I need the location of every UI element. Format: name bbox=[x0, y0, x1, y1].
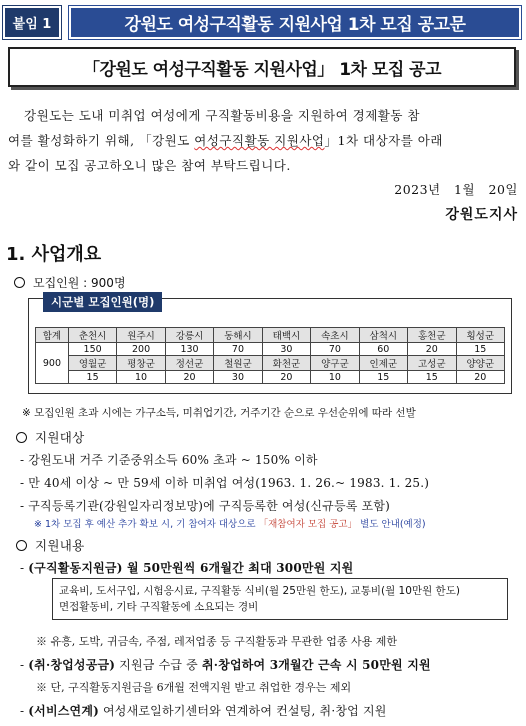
reapply-note bbox=[34, 516, 426, 530]
exclude-note: ※ 유흥, 도박, 귀금속, 주점, 레저업종 등 구직활동과 무관한 업종 사용 제한 bbox=[36, 635, 397, 648]
benefit-box bbox=[52, 578, 508, 620]
table-cell: 20 bbox=[408, 343, 456, 356]
table-cell: 인제군 bbox=[359, 356, 407, 371]
table-cell: 70 bbox=[214, 343, 262, 356]
content-item-allowance bbox=[20, 559, 353, 576]
recruit-count bbox=[14, 274, 126, 291]
table-cell: 10 bbox=[117, 371, 165, 384]
table-cell: 20 bbox=[262, 371, 310, 384]
table-cell: 20 bbox=[456, 371, 505, 384]
benefit-line-2: 면접활동비, 기타 구직활동에 소요되는 경비 bbox=[59, 601, 259, 613]
allowance-text: (구직활동지원금) 월 50만원씩 6개월간 최대 300만원 지원 bbox=[28, 561, 354, 575]
target-heading-text: 지원대상 bbox=[35, 430, 85, 445]
table-cell: 15 bbox=[68, 371, 116, 384]
section-1-title: 1. 사업개요 bbox=[6, 244, 102, 265]
target-item-text: - 강원도내 거주 기준중위소득 60% 초과 ~ 150% 이하 bbox=[20, 453, 318, 467]
table-cell: 화천군 bbox=[262, 356, 310, 371]
content-item-service bbox=[20, 702, 387, 719]
total-header: 합계 bbox=[36, 328, 69, 343]
table-cell: 양구군 bbox=[311, 356, 359, 371]
table-cell: 영월군 bbox=[68, 356, 116, 371]
attachment-badge: 붙임 1 bbox=[3, 6, 61, 39]
header-title: 강원도 여성구직활동 지원사업 1차 모집 공고문 bbox=[69, 6, 521, 39]
table-cell: 30 bbox=[262, 343, 310, 356]
intro-line-2b: 」1차 대상자를 아래 bbox=[324, 133, 443, 148]
table-cell: 속초시 bbox=[311, 328, 359, 343]
dash: - bbox=[20, 704, 29, 718]
intro-program-name: 여성구직활동 지원사업 bbox=[194, 133, 325, 148]
quota-table-box bbox=[28, 295, 512, 394]
dash: - bbox=[20, 658, 29, 672]
main-title: 「강원도 여성구직활동 지원사업」 1차 모집 공고 bbox=[8, 47, 516, 87]
table-cell: 70 bbox=[311, 343, 359, 356]
table-cell: 양양군 bbox=[456, 356, 505, 371]
table-cell: 200 bbox=[117, 343, 165, 356]
table-cell: 30 bbox=[214, 371, 262, 384]
issuing-org: 강원도지사 bbox=[445, 207, 518, 223]
announcement-date: 2023년 1월 20일 bbox=[394, 182, 518, 197]
target-item-income bbox=[20, 451, 318, 468]
table-cell: 20 bbox=[165, 371, 213, 384]
table-row bbox=[36, 371, 505, 384]
content-heading-text: 지원내용 bbox=[35, 538, 85, 553]
intro-line-1: 강원도는 도내 미취업 여성에게 구직활동비용을 지원하여 경제활동 참 bbox=[24, 108, 420, 123]
table-cell: 태백시 bbox=[262, 328, 310, 343]
table-cell: 강릉시 bbox=[165, 328, 213, 343]
table-cell: 홍천군 bbox=[408, 328, 456, 343]
table-cell: 원주시 bbox=[117, 328, 165, 343]
target-item-registration bbox=[20, 497, 390, 514]
table-cell: 150 bbox=[68, 343, 116, 356]
circle-bullet-icon bbox=[14, 277, 25, 288]
target-item-text: - 구직등록기관(강원일자리정보망)에 구직등록한 여성(신규등록 포함) bbox=[20, 499, 391, 513]
dash: - bbox=[20, 561, 29, 575]
circle-bullet-icon bbox=[16, 540, 27, 551]
service-text: 여성새로일하기센터와 연계하여 컨설팅, 취·창업 지원 bbox=[99, 704, 387, 718]
content-heading bbox=[16, 536, 85, 554]
table-cell: 횡성군 bbox=[456, 328, 505, 343]
content-item-success bbox=[20, 656, 431, 673]
table-row bbox=[36, 343, 505, 356]
intro-line-3: 와 같이 모집 공고하오니 많은 참여 부탁드립니다. bbox=[8, 158, 291, 173]
intro-line-2a: 여를 활성화하기 위해, 「강원도 bbox=[8, 133, 195, 148]
success-note: ※ 단, 구직활동지원금을 6개월 전액지원 받고 취업한 경우는 제외 bbox=[36, 681, 352, 694]
reapply-note-a: ※ 1차 모집 후 예산 추가 확보 시, 기 참여자 대상으로 bbox=[34, 519, 259, 530]
target-heading bbox=[16, 428, 85, 446]
target-item-text: - 만 40세 이상 ~ 만 59세 이하 미취업 여성(1963. 1. 26.~ 1983. 1. 25.) bbox=[20, 476, 430, 490]
circle-bullet-icon bbox=[16, 432, 27, 443]
table-cell: 동해시 bbox=[214, 328, 262, 343]
service-label: (서비스연계) bbox=[28, 704, 99, 718]
table-cell: 15 bbox=[359, 371, 407, 384]
success-text-b: 취·창업하여 3개월간 근속 시 50만원 지원 bbox=[201, 658, 431, 672]
table-cell: 춘천시 bbox=[68, 328, 116, 343]
header-bar bbox=[3, 6, 521, 39]
table-cell: 정선군 bbox=[165, 356, 213, 371]
table-cell: 철원군 bbox=[214, 356, 262, 371]
total-value: 900 bbox=[36, 343, 69, 384]
success-label: (취·창업성공금) bbox=[28, 658, 116, 672]
table-row bbox=[36, 356, 505, 371]
table-row bbox=[36, 328, 505, 343]
reapply-note-c: 별도 안내(예정) bbox=[357, 519, 426, 530]
table-cell: 60 bbox=[359, 343, 407, 356]
quota-table-caption: 시군별 모집인원(명) bbox=[43, 292, 162, 312]
table-cell: 고성군 bbox=[408, 356, 456, 371]
intro-paragraph bbox=[8, 103, 518, 178]
table-cell: 10 bbox=[311, 371, 359, 384]
quota-note: ※ 모집인원 초과 시에는 가구소득, 미취업기간, 거주기간 순으로 우선순위에 따라 선발 bbox=[22, 407, 416, 419]
table-cell: 삼척시 bbox=[359, 328, 407, 343]
table-cell: 평창군 bbox=[117, 356, 165, 371]
recruit-count-text: 모집인원 : 900명 bbox=[33, 276, 126, 290]
table-cell: 15 bbox=[456, 343, 505, 356]
table-cell: 15 bbox=[408, 371, 456, 384]
table-cell: 130 bbox=[165, 343, 213, 356]
reapply-note-notice: 「재참여자 모집 공고」 bbox=[258, 519, 358, 530]
target-item-age bbox=[20, 474, 429, 491]
quota-table bbox=[35, 327, 505, 384]
success-text-a: 지원금 수급 중 bbox=[115, 658, 202, 672]
benefit-line-1: 교육비, 도서구입, 시험응시료, 구직활동 식비(월 25만원 한도), 교통비(월 10만원 한도) bbox=[59, 585, 460, 597]
